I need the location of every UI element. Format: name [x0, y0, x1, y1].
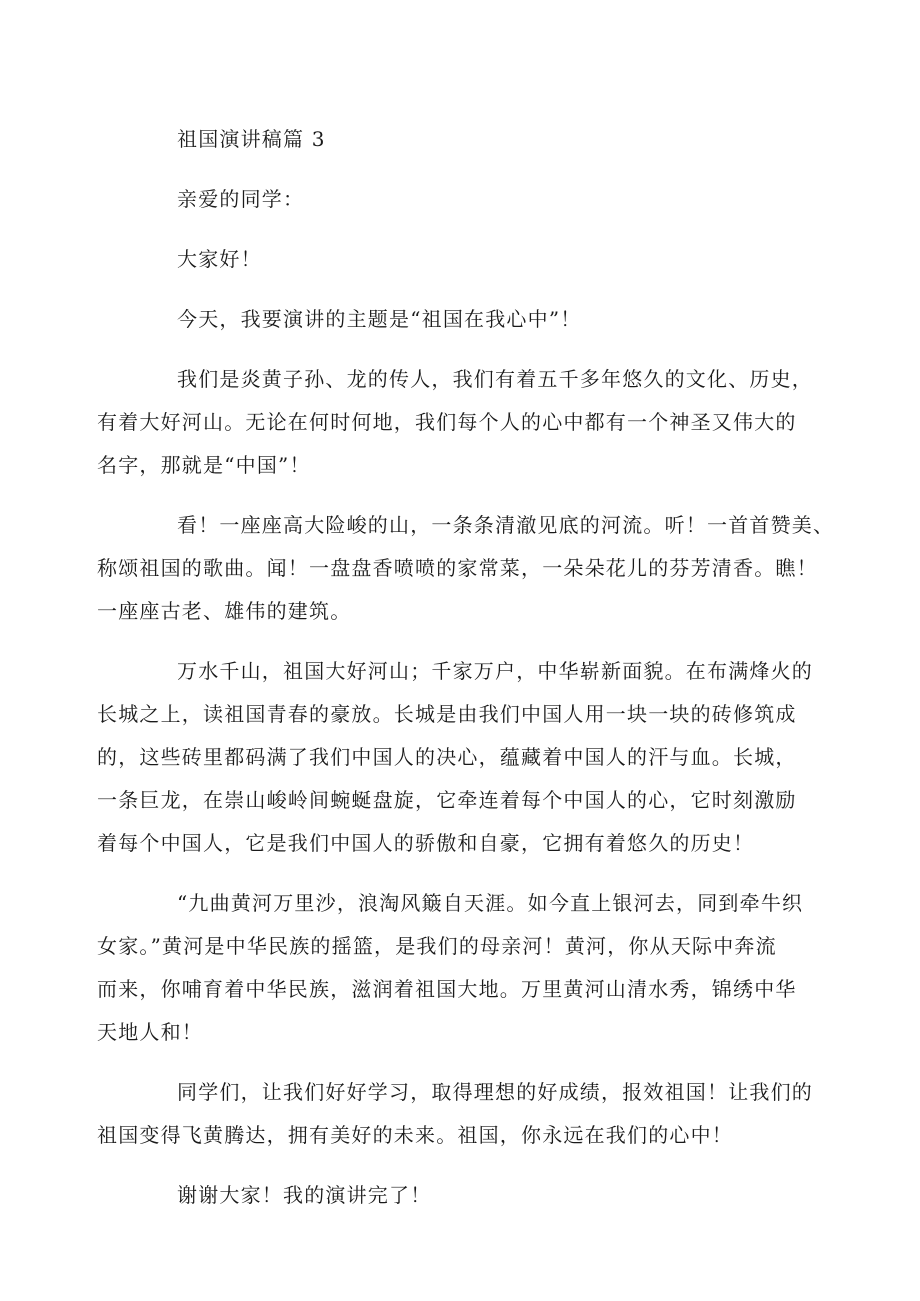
paragraph-line: 谢谢大家！我的演讲完了！ — [177, 1183, 432, 1207]
paragraph-call-to-action — [97, 1071, 813, 1157]
salutation — [137, 178, 797, 221]
paragraph-line: 今天，我要演讲的主题是“祖国在我心中”！ — [177, 307, 582, 331]
paragraph-line: 的，这些砖里都码满了我们中国人的决心，蕴藏着中国人的汗与血。长城， — [97, 745, 797, 769]
paragraph-great-wall — [97, 650, 813, 865]
paragraph-line: 称颂祖国的歌曲。闻！一盘盘香喷喷的家常菜，一朵朵花儿的芬芳清香。瞧！ — [97, 556, 818, 580]
paragraph-line: 同学们，让我们好好学习，取得理想的好成绩，报效祖国！让我们的 — [177, 1080, 813, 1104]
paragraph-line: 女家。”黄河是中华民族的摇篮，是我们的母亲河！黄河，你从天际中奔流 — [97, 934, 777, 958]
paragraph-line: 一条巨龙，在崇山峻岭间蜿蜒盘旋，它牵连着每个中国人的心，它时刻激励 — [97, 788, 797, 812]
paragraph-heritage — [97, 358, 813, 487]
paragraph-line: “九曲黄河万里沙，浪淘风簸自天涯。如今直上银河去，同到牵牛织 — [177, 891, 804, 915]
greeting — [137, 238, 797, 281]
paragraph-line: 万水千山，祖国大好河山；千家万户，中华崭新面貌。在布满烽火的 — [177, 659, 813, 683]
paragraph-line: 长城之上，读祖国青春的豪放。长城是由我们中国人用一块一块的砖修筑成 — [97, 702, 797, 726]
paragraph-line: 天地人和！ — [97, 1020, 203, 1044]
title-line: 祖国演讲稿篇 3 — [177, 127, 326, 151]
paragraph-line: 名字，那就是“中国”！ — [97, 453, 311, 477]
paragraph-closing — [137, 1174, 797, 1217]
paragraph-line: 一座座古老、雄伟的建筑。 — [97, 599, 352, 623]
paragraph-line: 而来，你哺育着中华民族，滋润着祖国大地。万里黄河山清水秀，锦绣中华 — [97, 977, 797, 1001]
paragraph-line: 着每个中国人，它是我们中国人的骄傲和自豪，它拥有着悠久的历史！ — [97, 831, 755, 855]
greeting-line: 大家好！ — [177, 247, 262, 271]
paragraph-theme — [137, 298, 797, 341]
speech-body — [97, 118, 835, 1234]
paragraph-line: 有着大好河山。无论在何时何地，我们每个人的心中都有一个神圣又伟大的 — [97, 410, 797, 434]
paragraph-line: 看！一座座高大险峻的山，一条条清澈见底的河流。听！一首首赞美、 — [177, 513, 835, 537]
speech-title — [137, 118, 797, 161]
paragraph-line: 祖国变得飞黄腾达，拥有美好的未来。祖国，你永远在我们的心中！ — [97, 1123, 733, 1147]
paragraph-line: 我们是炎黄子孙、龙的传人，我们有着五千多年悠久的文化、历史， — [177, 367, 813, 391]
paragraph-scenery — [97, 504, 835, 633]
salutation-line: 亲爱的同学： — [177, 187, 305, 211]
paragraph-yellow-river — [97, 882, 804, 1054]
